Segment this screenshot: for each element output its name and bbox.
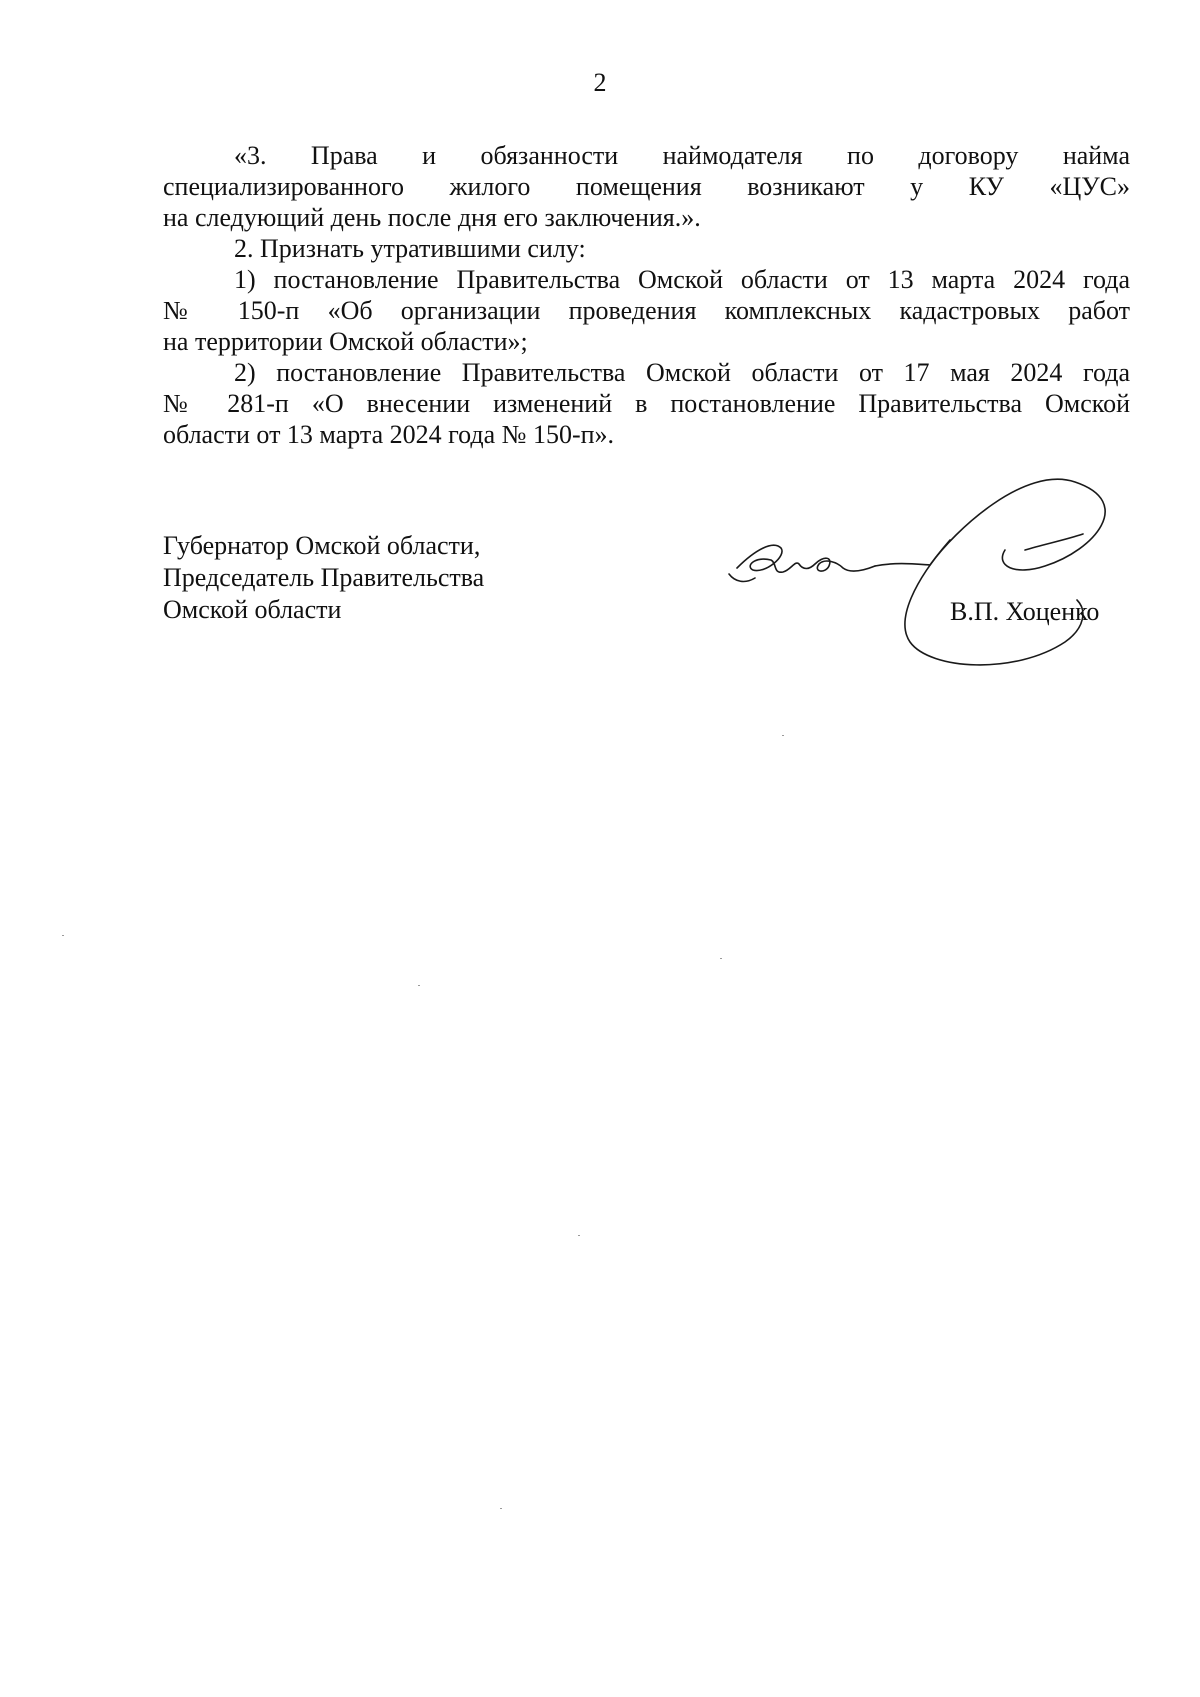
position-line: Председатель Правительства: [163, 563, 485, 592]
paragraph-line: специализированного жилого помещения возникают у КУ «ЦУС»: [163, 172, 1130, 201]
paragraph-line: 2. Признать утратившими силу:: [234, 234, 586, 263]
paragraph-line: на территории Омской области»;: [163, 327, 528, 356]
scan-speck: [418, 985, 420, 986]
document-body: [163, 140, 1130, 450]
handwritten-signature: [725, 470, 1145, 690]
signatory-name: В.П. Хоценко: [950, 597, 1100, 626]
position-line: Губернатор Омской области,: [163, 531, 481, 560]
paragraph-line: № 281-п «О внесении изменений в постановление Правительства Омской: [163, 389, 1130, 418]
paragraph-line: 1) постановление Правительства Омской области от 13 марта 2024 года: [234, 265, 1130, 294]
scan-speck: [62, 935, 64, 936]
paragraph-line: № 150-п «Об организации проведения комплексных кадастровых работ: [163, 296, 1130, 325]
position-line: Омской области: [163, 595, 342, 624]
paragraph-line: «3. Права и обязанности наймодателя по договору найма: [234, 141, 1130, 170]
scan-speck: [578, 1235, 580, 1236]
scan-speck: [782, 735, 784, 736]
scan-speck: [720, 958, 722, 959]
paragraph-line: области от 13 марта 2024 года № 150-п».: [163, 420, 615, 449]
paragraph-line: 2) постановление Правительства Омской области от 17 мая 2024 года: [234, 358, 1130, 387]
paragraph-line: на следующий день после дня его заключения.».: [163, 203, 701, 232]
signatory-position: [163, 530, 484, 626]
scan-speck: [500, 1508, 502, 1509]
page-number: 2: [593, 68, 607, 97]
